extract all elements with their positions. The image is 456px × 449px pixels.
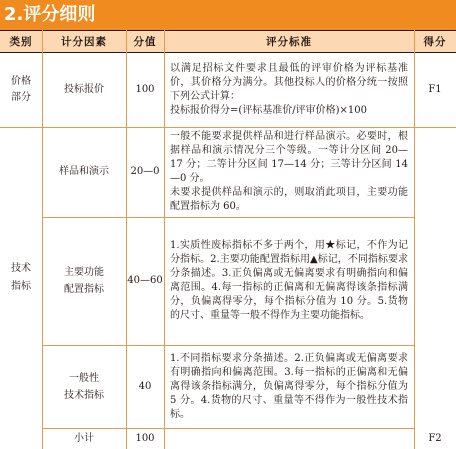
price-category: 价格 部分 <box>11 75 31 103</box>
header-score: 分值 <box>126 30 164 52</box>
section-title-bar <box>0 0 456 30</box>
general-standard-text: 1.不同指标要求分条描述。2.正负偏离或无偏离要求有明确指向和偏离范围。3.每一指标的正偏离和无偏离得该条指标满分，负偏离得零分，每个指标分值为 5 分。4.货物的尺寸、重量等不得作为一般性技术指标。 <box>170 352 408 420</box>
subtotal-score: 100 <box>135 432 155 444</box>
subtotal-standard <box>164 428 414 449</box>
main-function-standard-text: 1.实质性废标指标不多于两个，用★标记，不作为记分指标。2.主要功能配置指标用▲标记，不同指标要求分条描述。3.正负偏离或无偏离要求有明确指向和偏离范围。4.每一指标的正偏离和无偏离得该条指标满分，负偏离得零分，每个指标分值为 10 分。5.货物的尺寸、重量等一般不得作为主要功能指标。 <box>170 240 408 321</box>
general-standard <box>164 345 414 428</box>
col-rule-4 <box>414 30 415 449</box>
samples-standard <box>164 127 414 217</box>
general-bottom-rule <box>42 428 414 429</box>
samples-standard-text: 一般不能要求提供样品和进行样品演示。必要时，根据样品和演示情况分三个等级。一等计分区间 20—17 分；二等计分区间 17—14 分；三等计分区间 14—0 分。 未要求提供样品和演示的，则取消此项目，主要功能配置指标为 60。 <box>170 131 408 212</box>
samples-factor: 样品和演示 <box>59 166 109 177</box>
main-function-factor: 主要功能 配置指标 <box>64 267 104 295</box>
subtotal-points: F2 <box>428 432 442 444</box>
general-factor: 一般性 技术指标 <box>64 372 104 401</box>
general-score: 40 <box>138 380 152 392</box>
header-category: 类别 <box>0 30 42 52</box>
price-score: 100 <box>135 83 155 95</box>
col-rule-2 <box>126 30 127 449</box>
col-rule-1 <box>42 30 43 449</box>
price-standard <box>164 52 414 127</box>
samples-bottom-rule <box>42 217 414 218</box>
header-points: 得分 <box>414 30 456 52</box>
price-factor: 投标报价 <box>64 83 104 95</box>
section-title: 2.评分细则 <box>4 4 96 25</box>
scoring-table <box>0 30 456 449</box>
tech-category: 技术 指标 <box>11 262 31 292</box>
header-standard: 评分标准 <box>164 30 414 52</box>
main-function-score: 40—60 <box>127 275 163 286</box>
table-top-rule <box>0 30 456 31</box>
subtotal-factor: 小计 <box>74 432 94 444</box>
main-function-standard <box>164 217 414 345</box>
price-standard-text: 以满足招标文件要求且最低的评审价格为评标基准价，其价格分为满分。其他投标人的价格分统一按照下列公式计算： 投标报价得分=(评标基准价/评审价格)×100 <box>170 62 408 116</box>
price-points: F1 <box>428 83 442 95</box>
price-bottom-rule <box>0 127 456 128</box>
header-bottom-rule <box>0 52 456 53</box>
header-factor: 计分因素 <box>42 30 126 52</box>
col-rule-3 <box>164 30 165 449</box>
samples-score: 20—0 <box>130 166 160 177</box>
main-function-bottom-rule <box>42 345 414 346</box>
